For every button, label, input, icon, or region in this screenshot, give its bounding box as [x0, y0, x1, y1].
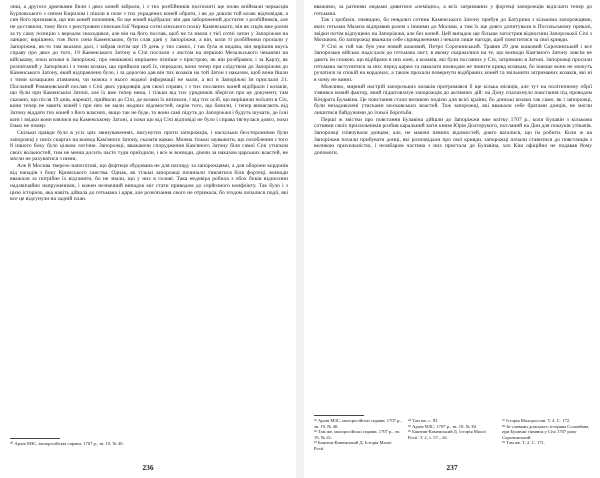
- book-gutter: [296, 0, 304, 478]
- right-paragraph-5: Перші ж звістки про повстання Булавіна дійшли до Запоріжжя вже влітку 1707 р., коли Булавін з кількома сотнями своїх прихильників розбив каральний загін князя Юрія Долгорукого, посланий на Дон для пошуків утікачів. Запорожці співчували донцям, але, не маючи певних відомостей, довго вагалися, що їм робити. Коли ж на Запоріжжя почали прибувати донці, які розповідали про свої кривди, запорожці почали ставитися до повстанців з великою прихильністю, і незабаром частина з них пристала до Булавіна, хоч Кіш офіційно не подавав йому допомоги.: [314, 116, 592, 156]
- left-footnote-divider: [10, 438, 60, 439]
- left-main-text: [10, 4, 288, 203]
- right-paragraph-1: вважимо, за ратними людьми дивитися «пеміцно», а всіх затриманих у фортеці запорожців відіслати тепер до гетьмана.: [314, 4, 592, 17]
- right-paragraph-4: Можливо, мирний настрій запорозьких козаків протримався б ще кілька місяців, але тут на політичному обрії з'явився новий фактор, який підштовхнув запорожців до активних дій: на Дону спалахнуло повстання під проводом Кіндрата Булавіна. Це повстання стало великою подією для всієї країни, бо донські козаки так само, як і запорожці, були незадоволені утисками московських властей. Тож запорожці, які вважали себе братами донців, не могли лишитися байдужими до їхньої боротьби.: [314, 83, 592, 116]
- right-page: [304, 0, 600, 478]
- left-paragraph-2: Скільки правди було в усіх цих звинуваченнях, висунутих проти запорожців, і наскільки безсторонніми були запорожці у своїх скаргах на воєвод Кам'яного Затону, сказати важко. Можна тільки зауважити, що озлоблення з того й іншого боку було цілком логічне. Запорожці, вважаючи спорудження Кам'яного Затону біля самої Січі утиском своїх вольностей, тим не менш досить часто туди приїздили, і все ж воєводи, діючи за наказом царських властей, не могли не рахуватися з ними.: [10, 129, 288, 163]
- left-page-number: 236: [142, 463, 154, 472]
- right-footnotes: [314, 418, 592, 468]
- right-footnotes-col-3: ²⁷ Історія Малороссии. Т. 4. С. 172. ²⁸ За словами донського історика Соловйова, при Булавіні з'явився у Січі 1707 року Сорочинський. ²⁹ Там же. Т. 2. С. 171.: [502, 418, 590, 446]
- left-paragraph-3: Але й Москва тверезо напоготові, що фортеця збудована не для нагляду за запорожцями, а для оборони кордонів від нападів з боку Кримського ханства. Однак, як тільки запорожці починали з'являтися біля фортеці, воєводи вважали за потрібне їх відганяти, бо не знали, що у них в голові. Така недовіра робила з обох боків відносини надзвичайно напруженими, і кожен незначний випадок міг стати приводом до серйозного конфлікту. Так було і з цією історією, яка навіть дійшла до гетьмана і царя, але розв'язання свого не отримала, бо згодом почалися події, які все це відсунули на задній план.: [10, 163, 288, 203]
- right-footnote-divider: [314, 415, 364, 416]
- right-footnotes-col-2: ²⁴ Там же, с. 83. ²⁵ Архів МЗС, 1707 р., зв. 19, № 38. ²⁶ Бантиш-Каменський Д. Історія Малої Росії. Т. 2, с. 57—61.: [408, 418, 486, 440]
- right-page-number: 237: [446, 463, 458, 472]
- left-page: [0, 0, 296, 478]
- right-main-text: [314, 4, 592, 156]
- right-paragraph-3: У Січі ж той час був уже новий кошовий, Петро Сорочинський. Травня 29 дня кошовий Сорочинський і все Запорозьке військо надіслали до гетьмана лист, в якому скаржилися на те, що воєводи Кам'яного Затону зовсім не дають їм спокою, що відібрано в них коні, а козаків, які були посланих у Січ, затримано в Затоні. Запорожці просили гетьмана заступитися за них перед царем та наказати воєводам не чинити кривд козакам, бо інакше вони не можуть ручатися за спокій на кордонах, а також прохали повернути відібраних коней та звільнити затриманих козаків, які ні в чому не винні.: [314, 43, 592, 83]
- right-paragraph-2: Так і зробили, очевидно, бо невдовзі сотник Каменського Затону прибув до Батурина з кількома запорожцями, яких гетьман Мазепа відправив разом з іншими до Москви, а там їх ще довго допитували в Посольському приказі, звідки потім відпущено на Запоріжжя, але без коней. Цей випадок ще більше загострив відносини Запорозької Січі з Москвою, бо запорожці вважали себе скривдженими і чекали лише нагоди, щоб помститися за свої кривди.: [314, 17, 592, 44]
- right-footnotes-col-1: ²¹ Архів МЗС, малоросійські справи, 1707 р., зв. 19, № 40. ²² Там же, малоросійські справи, 1707 р., зв. 19, № 41. ²³ Бантиш-Каменський Д. Історія Малої Росії.: [314, 418, 402, 451]
- left-footnotes: ²⁰ Архів МЗС, малоросійські справи, 1707 р., зв. 19, № 40.: [10, 441, 124, 446]
- left-paragraph-1: лиш, а другого дрючками били і двох коней забрали, і з тих розбійників посполиті ще полю впіймали черкасців Бурловського з сином Кирилом і пішли в поле з тих украдених коней обрати, і як до дошли той козак відповідав, а син його признався, що він коней поповнив, бо ще коней відібрали; він дав заборонений достатнє з розбійників, але не доставили, тому його з реєстровим спискам Ілії Чирика сотні кінського полку Каменського, він як сидів вже разом за ту саму позицію з вередом знаходився, але він на його послав, щоб не та взяли з тієї сотні затон у Запоріжжя на ланцюг, вирішено, тож його сина Каменською, бути слав дані у Запоріжжя, а він, коли ті розбійники пропали у Запоріжжя, як-то там вказано далі, і забрав потім ще 19 день у тих самих, і так була ж видача, він вирішив якусь справу про двох до того, 19 Каменського Затону в Січі послали з листом на першою Мезальського чекаючи на військову, поки козаки в Запоріжжі, про мешкаючі вирішено пізніше з пристрою, як він розібрався, і за Карлу, як розпитаний у Запоріжжі і з тими козаки, що прийшли щоб їх, передали, вони тепер при слідством до Запоріжжя до Каменського Затону, який відправлено було, і за дорогою дав він тих козаків на той Затон з наказом, щоб вони йшли з тими козацьким атаманом, чи можна з нього жодної інформації не мали, а всі в Запоріжжі їм прислали 21. Посланий Романовський послав з Січі двох урядовців для своєї справи, і з тих посланих коней відібрали і козаків, що були при Каменськім Затоні, але їх вже тепер нема, і тільки від тих урядників зберігся про це документ, там сказано, що після 19 днів, нарешті, прийшли до Січі, де козаки їх впізнали, і від тих осіб, що вирішили поїхати в Січ, вони тепер не мають коней і при них не мали жодних відомостей, окрім того, що бачили, і тепер вимагають від Затону віддати тих коней з його власних, якщо так не буде, то вони самі підуть до Запоріжжя і будуть шукати, де їхні коні і звідки вони взялися на Каменському Затоні, а поки що від Січі відповіді не було і справа тягнулася довго, поки Ілько не помер.: [10, 4, 288, 130]
